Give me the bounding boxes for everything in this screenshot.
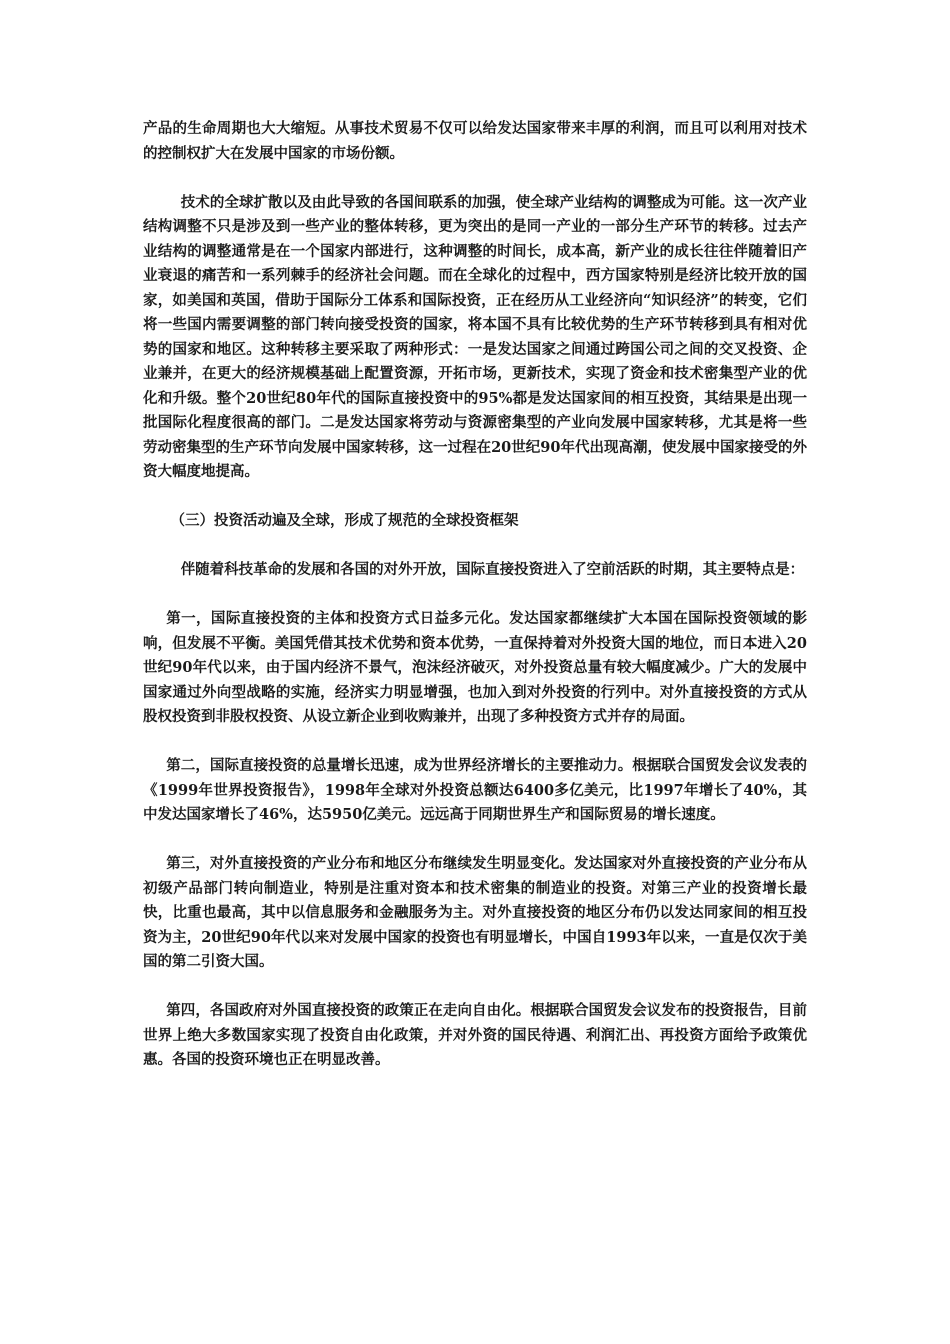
paragraph-feature-2: 第二，国际直接投资的总量增长迅速，成为世界经济增长的主要推动力。根据联合国贸发会议发表的《1999年世界投资报告》，1998年全球对外投资总额达6400多亿美元，比1997年增长了40%，其中发达国家增长了46%，达5950亿美元。远远高于同期世界生产和国际贸易的增长速度。 — [143, 757, 807, 823]
paragraph-feature-3: 第三，对外直接投资的产业分布和地区分布继续发生明显变化。发达国家对外直接投资的产业分布从初级产品部门转向制造业，特别是注重对资本和技术密集的制造业的投资。对第三产业的投资增长最快，比重也最高，其中以信息服务和金融服务为主。对外直接投资的地区分布仍以发达同家间的相互投资为主，20世纪90年代以来对发展中国家的投资也有明显增长，中国自1993年以来，一直是仅次于美国的第二引资大国。 — [143, 855, 807, 970]
document-body — [143, 117, 807, 1097]
paragraph-continuation: 产品的生命周期也大大缩短。从事技术贸易不仅可以给发达国家带来丰厚的利润，而且可以利用对技术的控制权扩大在发展中国家的市场份额。 — [143, 120, 807, 162]
paragraph-feature-4: 第四，各国政府对外国直接投资的政策正在走向自由化。根据联合国贸发会议发布的投资报告，目前世界上绝大多数国家实现了投资自由化政策，并对外资的国民待遇、利润汇出、再投资方面给予政策优惠。各国的投资环境也正在明显改善。 — [143, 1002, 807, 1068]
section-heading: （三）投资活动遍及全球，形成了规范的全球投资框架 — [170, 512, 519, 529]
paragraph-feature-1: 第一，国际直接投资的主体和投资方式日益多元化。发达国家都继续扩大本国在国际投资领域的影响，但发展不平衡。美国凭借其技术优势和资本优势，一直保持着对外投资大国的地位，而日本进入20世纪90年代以来，由于国内经济不景气，泡沫经济破灭，对外投资总量有较大幅度减少。广大的发展中国家通过外向型战略的实施，经济实力明显增强，也加入到对外投资的行列中。对外直接投资的方式从股权投资到非股权投资、从设立新企业到收购兼并，出现了多种投资方式并存的局面。 — [143, 610, 807, 725]
paragraph-intro-features: 伴随着科技革命的发展和各国的对外开放，国际直接投资进入了空前活跃的时期，其主要特点是： — [180, 561, 805, 578]
paragraph-industry-restructuring: 技术的全球扩散以及由此导致的各国间联系的加强，使全球产业结构的调整成为可能。这一次产业结构调整不只是涉及到一些产业的整体转移，更为突出的是同一产业的一部分生产环节的转移。过去产业结构的调整通常是在一个国家内部进行，这种调整的时间长，成本高，新产业的成长往往伴随着旧产业衰退的痛苦和一系列棘手的经济社会问题。而在全球化的过程中，西方国家特别是经济比较开放的国家，如美国和英国，借助于国际分工体系和国际投资，正在经历从工业经济向“知识经济”的转变，它们将一些国内需要调整的部门转向接受投资的国家，将本国不具有比较优势的生产环节转移到具有相对优势的国家和地区。这种转移主要采取了两种形式：一是发达国家之间通过跨国公司之间的交叉投资、企业兼并，在更大的经济规模基础上配置资源，开拓市场，更新技术，实现了资金和技术密集型产业的优化和升级。整个20世纪80年代的国际直接投资中的95%都是发达国家间的相互投资，其结果是出现一批国际化程度很高的部门。二是发达国家将劳动与资源密集型的产业向发展中国家转移，尤其是将一些劳动密集型的生产环节向发展中国家转移，这一过程在20世纪90年代出现高潮，使发展中国家接受的外资大幅度地提高。 — [143, 193, 807, 480]
